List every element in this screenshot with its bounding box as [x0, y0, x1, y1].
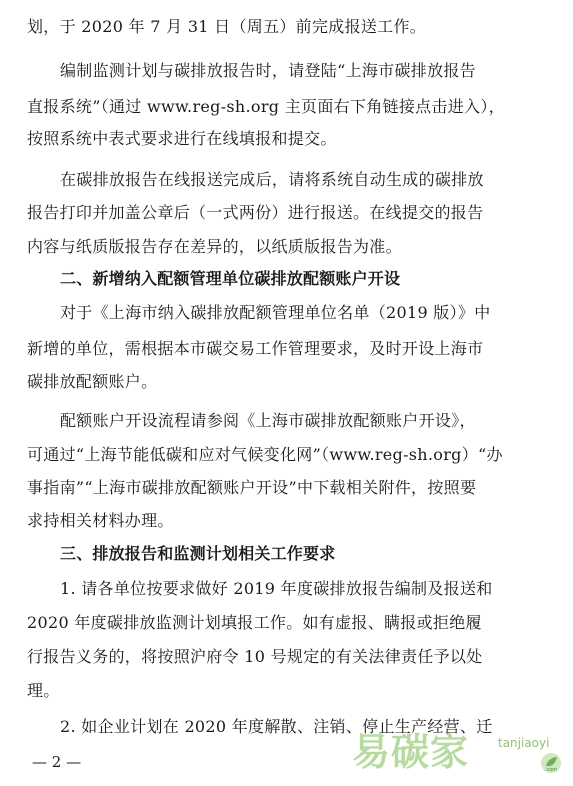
paragraph-line: 2. 如企业计划在 2020 年度解散、注销、停止生产经营、迁 [60, 717, 493, 736]
section-heading-3: 三、排放报告和监测计划相关工作要求 [60, 544, 336, 563]
watermark [352, 728, 566, 778]
page-number: — 2 — [32, 753, 82, 771]
paragraph-line: 事指南”“上海市碳排放配额账户开设”中下载相关附件，按照要 [27, 478, 477, 497]
paragraph-line: 1. 请各单位按要求做好 2019 年度碳排放报告编制及报送和 [60, 579, 493, 598]
paragraph-line: 可通过“上海节能低碳和应对气候变化网”（www.reg-sh.org）“办 [27, 445, 503, 464]
paragraph-line: 新增的单位，需根据本市碳交易工作管理要求，及时开设上海市 [27, 339, 484, 358]
watermark-text: 易碳家 [352, 730, 470, 774]
paragraph-line: 报告打印并加盖公章后（一式两份）进行报送。在线提交的报告 [27, 203, 484, 222]
paragraph-line: 求持相关材料办理。 [27, 511, 174, 530]
paragraph-line: 编制监测计划与碳排放报告时，请登陆“上海市碳排放报告 [60, 61, 476, 80]
paragraph-line: 对于《上海市纳入碳排放配额管理单位名单（2019 版）》中 [60, 303, 491, 322]
paragraph-line: 划，于 2020 年 7 月 31 日（周五）前完成报送工作。 [27, 17, 427, 36]
paragraph-line: 在碳排放报告在线报送完成后，请将系统自动生成的碳排放 [60, 170, 484, 189]
paragraph-line: 行报告义务的，将按照沪府令 10 号规定的有关法律责任予以处 [27, 647, 483, 666]
paragraph-line: 2020 年度碳排放监测计划填报工作。如有虚报、瞒报或拒绝履 [27, 613, 482, 632]
watermark-domain-suffix: .com [544, 767, 558, 773]
paragraph-line: 直报系统”（通过 www.reg-sh.org 主页面右下角链接点击进入）， [27, 97, 505, 116]
paragraph-line: 内容与纸质版报告存在差异的，以纸质版报告为准。 [27, 237, 402, 256]
paragraph-line: 碳排放配额账户。 [27, 372, 158, 391]
paragraph-line: 理。 [27, 681, 60, 700]
section-heading-2: 二、新增纳入配额管理单位碳排放配额账户开设 [60, 269, 401, 288]
paragraph-line: 按照系统中表式要求进行在线填报和提交。 [27, 129, 337, 148]
paragraph-line: 配额账户开设流程请参阅《上海市碳排放配额账户开设》， [60, 411, 476, 430]
leaf-logo-icon [540, 752, 562, 774]
watermark-domain: tanjiaoyi [498, 736, 550, 750]
